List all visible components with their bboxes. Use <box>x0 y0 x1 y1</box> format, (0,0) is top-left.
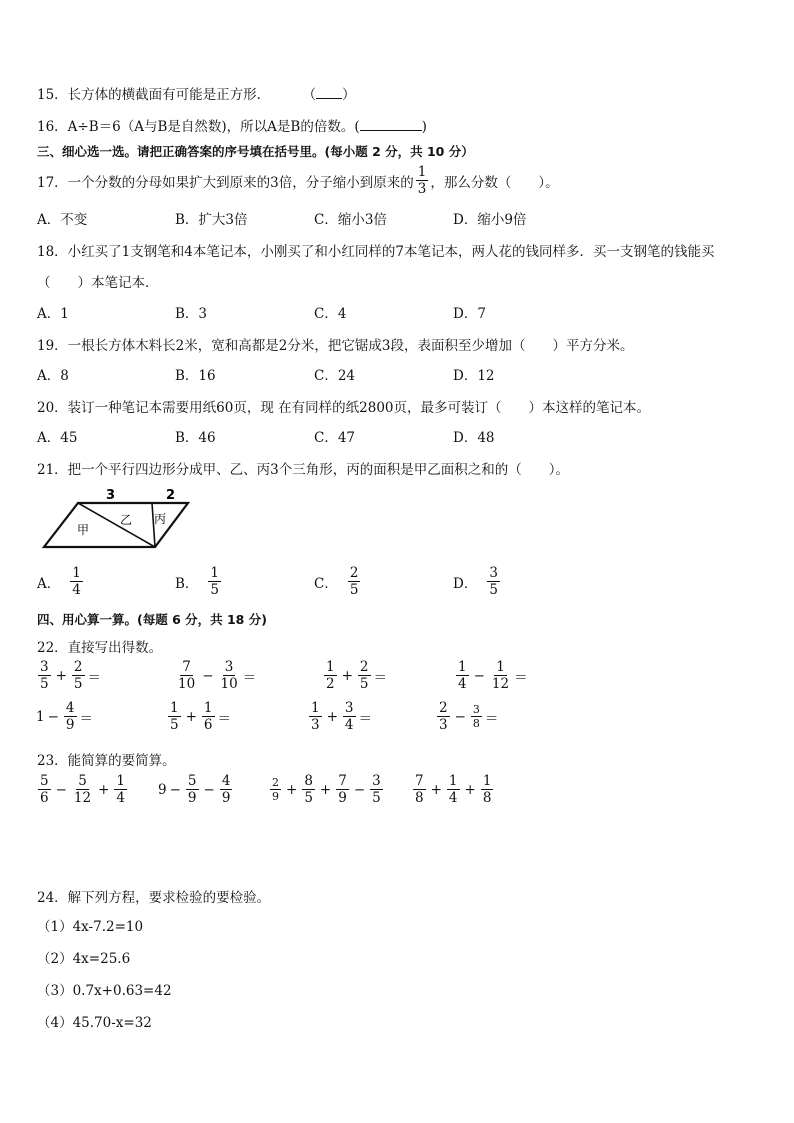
q17-option-c[interactable]: C．缩小3倍 <box>314 212 387 228</box>
q20-option-d[interactable]: D．48 <box>453 430 495 446</box>
q16-answer-blank[interactable] <box>360 118 422 131</box>
q22-expr-3: $\frac{1}{2}$ + $\frac{2}{5}$ ＝ <box>326 659 387 693</box>
q18-option-a[interactable]: A．1 <box>37 306 69 322</box>
q22-title: 22．直接写出得数。 <box>37 640 163 656</box>
q21-option-b-fraction: $\frac{1}{5}$ <box>210 565 220 599</box>
q17-fraction: $\frac{1}{3}$ <box>417 164 427 198</box>
q17-option-d[interactable]: D．缩小9倍 <box>453 212 527 228</box>
q19-option-c[interactable]: C．24 <box>314 368 356 384</box>
q17-text-pre: 17．一个分数的分母如果扩大到原来的3倍，分子缩小到原来的 <box>37 174 414 191</box>
q16-text: 16．A÷B＝6（A与B是自然数)，所以A是B的倍数。( <box>37 119 360 135</box>
q24-item-3: （3）0.7x+0.63=42 <box>37 983 172 999</box>
q17-option-a[interactable]: A．不变 <box>37 212 88 228</box>
question-15 <box>37 83 355 103</box>
q16-paren-close: ) <box>421 119 427 135</box>
q24-item-2: （2）4x=25.6 <box>37 951 131 967</box>
q17-text-post: ，那么分数（ ）。 <box>430 174 559 191</box>
q15-paren-open: （ <box>302 87 316 103</box>
q22-expr-7: $\frac{1}{3}$ + $\frac{3}{4}$ ＝ <box>311 700 372 734</box>
q23-title: 23．能简算的要简算。 <box>37 753 176 769</box>
q20-text: 20．装订一种笔记本需要用纸60页，现 在有同样的纸2800页，最多可装订（ ）本这样的笔记本。 <box>37 400 651 416</box>
q21-option-a-fraction: $\frac{1}{4}$ <box>72 565 81 599</box>
q23-expr-4: $\frac{7}{8}$ + $\frac{1}{4}$ + $\frac{1}{8}$ <box>415 773 492 807</box>
q19-option-b[interactable]: B．16 <box>175 368 216 384</box>
q21-option-d[interactable]: D． $\frac{3}{5}$ <box>453 565 498 599</box>
divider-line-jia <box>78 503 155 547</box>
q18-option-c[interactable]: C．4 <box>314 306 347 322</box>
q22-expr-6: $\frac{1}{5}$ + $\frac{1}{6}$ ＝ <box>170 700 231 734</box>
q15-paren-close: ） <box>341 87 356 103</box>
q20-option-b[interactable]: B．46 <box>175 430 216 446</box>
q19-option-a[interactable]: A．8 <box>37 368 69 384</box>
q22-expr-1: $\frac{3}{5}$ + $\frac{2}{5}$ ＝ <box>40 659 101 693</box>
q22-expr-4: $\frac{1}{4}$ − $\frac{1}{12}$ ＝ <box>458 659 528 693</box>
q21-option-b[interactable]: B． $\frac{1}{5}$ <box>175 565 220 599</box>
q15-text: 15．长方体的横截面有可能是正方形． <box>37 87 271 103</box>
q24-item-1: （1）4x-7.2=10 <box>37 919 144 935</box>
q24-title: 24．解下列方程，要求检验的要检验。 <box>37 890 271 906</box>
q24-item-4: （4）45.70-x=32 <box>37 1015 152 1031</box>
label-yi: 乙 <box>120 513 133 527</box>
q17-option-b[interactable]: B．扩大3倍 <box>175 212 248 228</box>
section-4-heading: 四、用心算一算。(每题 6 分，共 18 分) <box>37 612 267 627</box>
q21-option-c[interactable]: C． $\frac{2}{5}$ <box>314 565 359 599</box>
question-16 <box>37 115 427 135</box>
label-bing: 丙 <box>154 512 167 526</box>
q22-expr-5: 1 − $\frac{4}{9}$ ＝ <box>36 700 93 734</box>
q21-option-a[interactable]: A． $\frac{1}{4}$ <box>37 565 81 599</box>
label-length-2: 2 <box>166 488 176 503</box>
q23-expr-1: $\frac{5}{6}$ − $\frac{5}{12}$ + $\frac{1}{4}$ <box>40 773 125 807</box>
q21-option-c-fraction: $\frac{2}{5}$ <box>349 565 359 599</box>
q19-text: 19．一根长方体木料长2米，宽和高都是2分米，把它锯成3段，表面积至少增加（ ）平方分米。 <box>37 338 634 354</box>
q23-expr-3: $\frac{2}{9}$ + $\frac{8}{5}$ + $\frac{7}{9}$ − $\frac{3}{5}$ <box>272 773 381 807</box>
question-17 <box>37 165 559 196</box>
q18-line-1: 18．小红买了1支钢笔和4本笔记本，小刚买了和小红同样的7本笔记本，两人花的钱同样多．买一支钢笔的钱能买 <box>37 244 715 260</box>
q20-option-a[interactable]: A．45 <box>37 430 78 446</box>
q22-expr-2: $\frac{7}{10}$ − $\frac{3}{10}$ ＝ <box>178 659 257 693</box>
section-3-heading: 三、细心选一选。请把正确答案的序号填在括号里。(每小题 2 分，共 10 分） <box>37 144 474 159</box>
q22-expr-8: $\frac{2}{3}$ − $\frac{3}{8}$ ＝ <box>439 700 499 734</box>
q21-option-d-fraction: $\frac{3}{5}$ <box>489 565 498 599</box>
q23-expr-2: 9 − $\frac{5}{9}$ − $\frac{4}{9}$ <box>158 773 231 807</box>
q15-answer-blank[interactable] <box>316 86 342 99</box>
q20-option-c[interactable]: C．47 <box>314 430 356 446</box>
q18-option-b[interactable]: B．3 <box>175 306 208 322</box>
parallelogram-figure <box>40 487 200 551</box>
q19-option-d[interactable]: D．12 <box>453 368 495 384</box>
q18-option-d[interactable]: D．7 <box>453 306 486 322</box>
label-jia: 甲 <box>77 523 90 537</box>
q18-line-2: （ ）本笔记本． <box>37 275 159 291</box>
q21-text: 21．把一个平行四边形分成甲、乙、丙3个三角形，丙的面积是甲乙面积之和的（ ）。 <box>37 462 570 478</box>
label-length-3: 3 <box>106 488 116 503</box>
